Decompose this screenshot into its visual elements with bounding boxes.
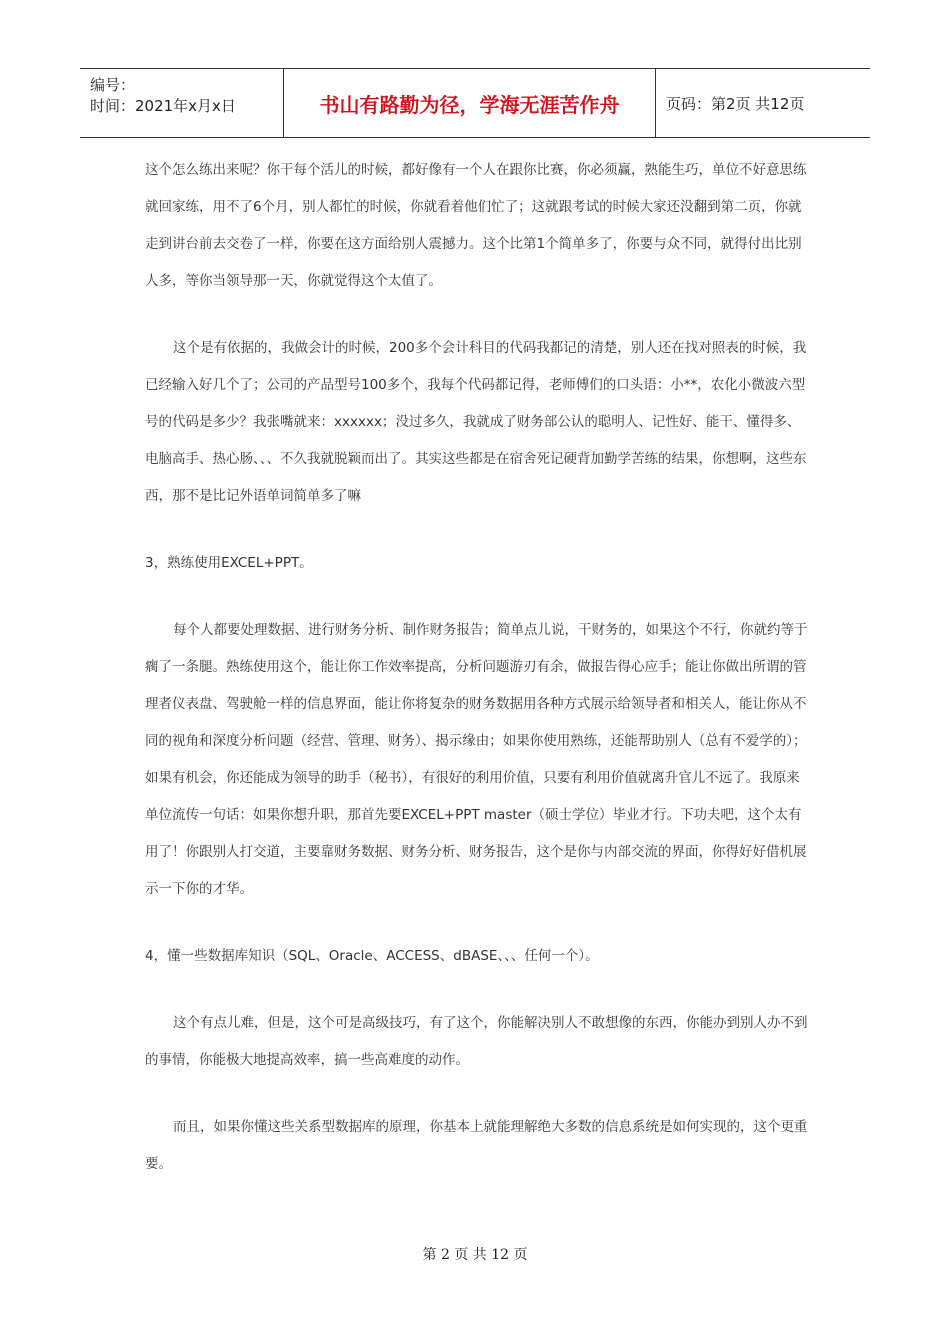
document-number-label: 编号： bbox=[90, 76, 136, 94]
page-footer: 第 2 页 共 12 页 bbox=[422, 1247, 528, 1263]
header-page-info bbox=[656, 69, 870, 137]
paragraph-excel-ppt: 每个人都要处理数据、进行财务分析、制作财务报告；简单点儿说，干财务的，如果这个不行，你就约等于瘸了一条腿。熟练使用这个，能让你工作效率提高，分析问题游刃有余，做报告得心应手；能让你做出所谓的管理者仪表盘、驾驶舱一样的信息界面，能让你将复杂的财务数据用各种方式展示给领导者和相关人，能让你从不同的视角和深度分析问题（经营、管理、财务）、揭示缘由；如果你使用熟练，还能帮助别人（总有不爱学的）；如果有机会，你还能成为领导的助手（秘书），有很好的利用价值，只要有利用价值就离升官儿不远了。我原来单位流传一句话：如果你想升职，那首先要EXCEL+PPT master（硕士学位）毕业才行。下功夫吧，这个太有用了！你跟别人打交道，主要靠财务数据、财务分析、财务报告，这个是你与内部交流的界面，你得好好借机展示一下你的才华。 bbox=[145, 622, 808, 897]
document-body bbox=[145, 152, 810, 1183]
paragraph-database-principles: 而且，如果你懂这些关系型数据库的原理，你基本上就能理解绝大多数的信息系统是如何实现的，这个更重要。 bbox=[145, 1119, 808, 1172]
section-heading-excel-ppt: 3，熟练使用EXCEL+PPT。 bbox=[145, 555, 313, 571]
paragraph-accounting-codes: 这个是有依据的，我做会计的时候，200多个会计科目的代码我都记的清楚，别人还在找对照表的时候，我已经输入好几个了；公司的产品型号100多个，我每个代码都记得，老师傅们的口头语：小**，农化小微波六型号的代码是多少？我张嘴就来：xxxxxx；没过多久，我就成了财务部公认的聪明人、记性好、能干、懂得多、电脑高手、热心肠、、、不久我就脱颖而出了。其实这些都是在宿舍死记硬背加勤学苦练的结果，你想啊，这些东西，那不是比记外语单词简单多了嘛 bbox=[145, 340, 807, 504]
paragraph-practice: 这个怎么练出来呢？你干每个活儿的时候，都好像有一个人在跟你比赛，你必须赢，熟能生巧，单位不好意思练就回家练，用不了6个月，别人都忙的时候，你就看着他们忙了；这就跟考试的时候大家还没翻到第二页，你就走到讲台前去交卷了一样，你要在这方面给别人震撼力。这个比第1个简单多了，你要与众不同，就得付出比别人多，等你当领导那一天，你就觉得这个太值了。 bbox=[145, 162, 807, 289]
document-date-label: 时间：2021年x月x日 bbox=[90, 97, 236, 115]
page-header bbox=[80, 68, 870, 138]
header-motto-cell bbox=[283, 69, 656, 137]
section-heading-database: 4，懂一些数据库知识（SQL、Oracle、ACCESS、dBASE、、、任何一个）。 bbox=[145, 948, 599, 964]
paragraph-database-advanced: 这个有点儿难，但是，这个可是高级技巧，有了这个，你能解决别人不敢想像的东西，你能办到别人办不到的事情，你能极大地提高效率，搞一些高难度的动作。 bbox=[145, 1015, 808, 1068]
header-motto: 书山有路勤为径，学海无涯苦作舟 bbox=[319, 92, 620, 117]
header-info bbox=[80, 69, 283, 137]
header-page-number: 页码：第2页 共12页 bbox=[666, 94, 805, 113]
